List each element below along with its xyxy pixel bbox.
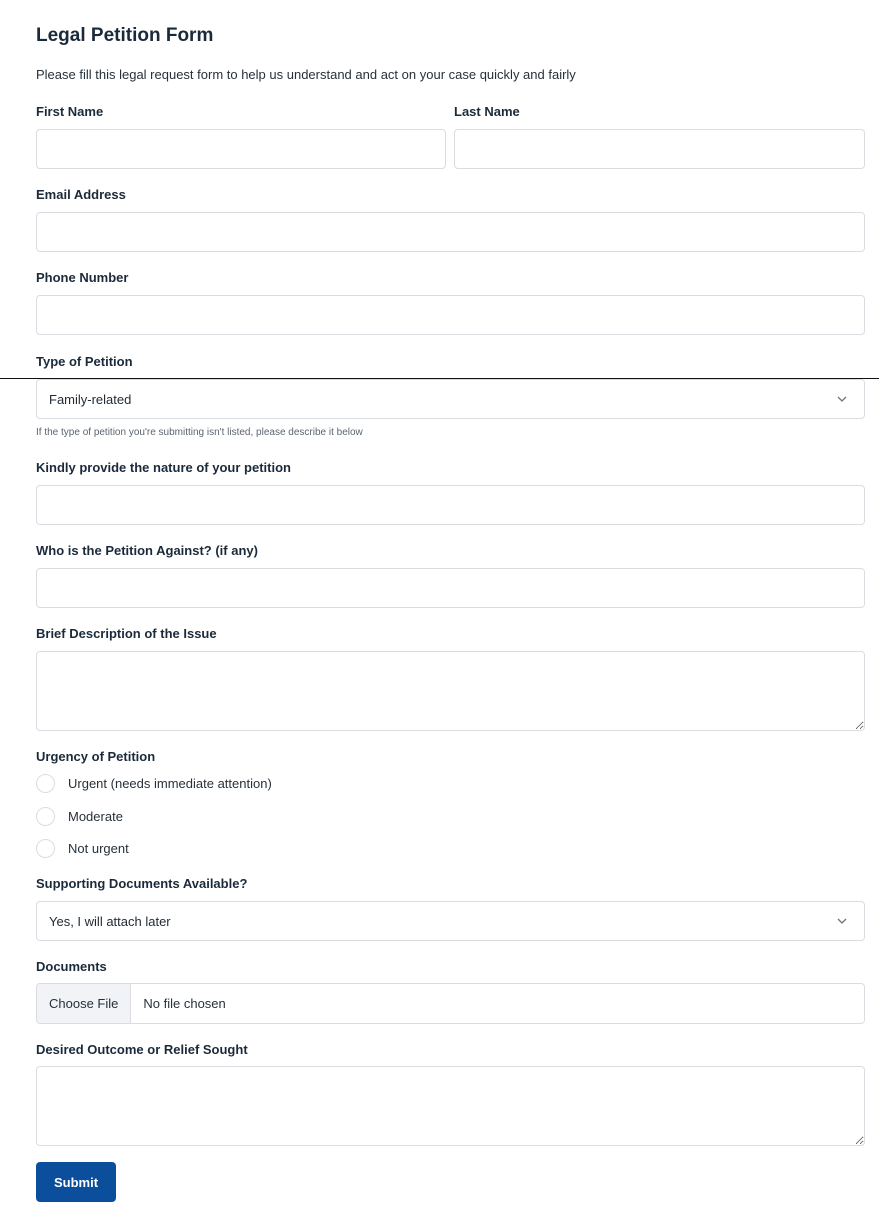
docs-available-label: Supporting Documents Available? (36, 876, 248, 891)
documents-label: Documents (36, 959, 107, 974)
last-name-input[interactable] (454, 129, 865, 169)
radio-label: Moderate (68, 808, 123, 824)
docs-available-value: Yes, I will attach later (49, 913, 171, 929)
petition-type-select[interactable] (36, 379, 865, 419)
radio-button[interactable] (36, 807, 55, 826)
petition-type-value: Family-related (49, 391, 132, 407)
chevron-down-icon (836, 393, 848, 405)
radio-label: Not urgent (68, 840, 129, 856)
email-label: Email Address (36, 187, 126, 202)
docs-available-select[interactable] (36, 901, 865, 941)
divider (0, 378, 879, 379)
urgency-label: Urgency of Petition (36, 749, 156, 764)
chevron-down-icon (836, 915, 848, 927)
petition-type-hint: If the type of petition you're submitting isn't listed, please describe it below (36, 427, 363, 438)
first-name-label: First Name (36, 104, 104, 119)
radio-button[interactable] (36, 839, 55, 858)
description-label: Brief Description of the Issue (36, 626, 217, 641)
description-textarea[interactable] (36, 651, 865, 731)
phone-input[interactable] (36, 295, 865, 335)
form-subtitle: Please fill this legal request form to help us understand and act on your case quickly and fairly (36, 67, 576, 82)
outcome-label: Desired Outcome or Relief Sought (36, 1042, 248, 1057)
against-label: Who is the Petition Against? (if any) (36, 543, 258, 558)
urgency-option-not-urgent[interactable] (36, 838, 129, 858)
choose-file-button[interactable]: Choose File (37, 984, 131, 1023)
radio-button[interactable] (36, 774, 55, 793)
documents-file-input[interactable] (36, 983, 865, 1024)
last-name-label: Last Name (454, 104, 520, 119)
urgency-option-moderate[interactable] (36, 806, 123, 826)
submit-button[interactable]: Submit (36, 1162, 116, 1202)
against-input[interactable] (36, 568, 865, 608)
nature-label: Kindly provide the nature of your petition (36, 460, 291, 475)
radio-label: Urgent (needs immediate attention) (68, 775, 272, 791)
email-input[interactable] (36, 212, 865, 252)
outcome-textarea[interactable] (36, 1066, 865, 1146)
file-status: No file chosen (143, 996, 226, 1011)
nature-input[interactable] (36, 485, 865, 525)
first-name-input[interactable] (36, 129, 446, 169)
urgency-option-urgent[interactable] (36, 773, 272, 793)
page-title: Legal Petition Form (36, 25, 214, 46)
petition-type-label: Type of Petition (36, 354, 133, 369)
phone-label: Phone Number (36, 270, 129, 285)
